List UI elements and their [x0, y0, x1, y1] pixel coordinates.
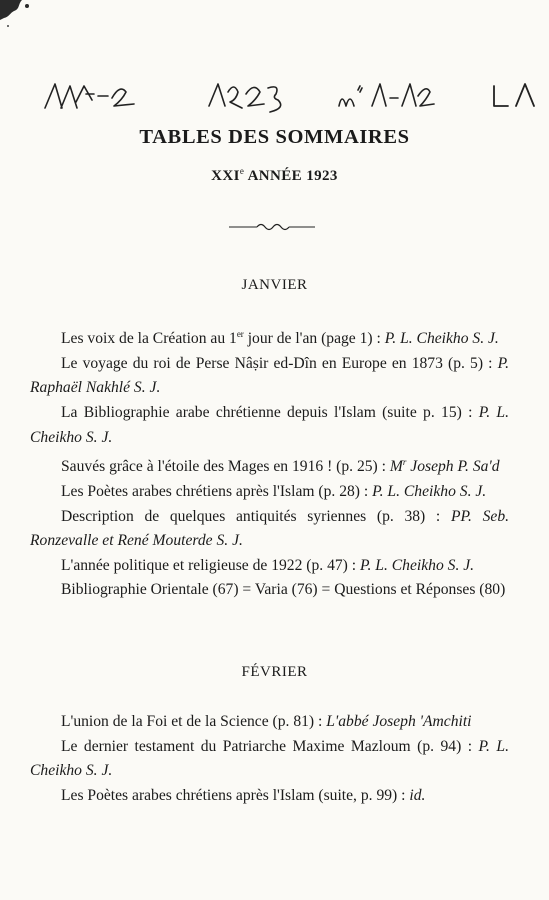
entry-author: P. L. Cheikho S. J.	[384, 330, 499, 348]
toc-entry: Description de quelques antiquités syriennes (p. 38) : PP. Seb. Ronzevalle et René Mouterde S. J.	[30, 507, 510, 550]
ornament-divider	[227, 221, 317, 233]
section-fevrier-entries	[30, 710, 509, 808]
entry-author: PP. Seb. Ronzevalle et René Mouterde S. J.	[30, 507, 510, 550]
entry-author: P. L. Cheikho S. J.	[30, 737, 509, 780]
page-title: TABLES DES SOMMAIRES	[139, 126, 410, 148]
ink-stain-mark	[0, 0, 40, 40]
section-heading-fevrier: FÉVRIER	[241, 664, 308, 680]
year-label: ANNÉE 1923	[247, 168, 338, 184]
handwritten-note-left	[42, 78, 140, 114]
toc-entry: Le dernier testament du Patriarche Maxime Mazloum (p. 94) : P. L. Cheikho S. J.	[30, 737, 509, 780]
handwritten-note-middle	[206, 78, 292, 116]
toc-entry: Bibliographie Orientale (67) = Varia (76) = Questions et Réponses (80)	[61, 581, 506, 599]
entry-author: $M^r$ Joseph P. Sa'd	[389, 457, 500, 476]
toc-entry: L'année politique et religieuse de 1922 (p. 47) : P. L. Cheikho S. J.	[61, 556, 475, 574]
toc-entry: Les Poètes arabes chrétiens après l'Islam (suite, p. 99) : id.	[61, 786, 426, 804]
toc-entry: L'union de la Foi et de la Science (p. 81) : L'abbé Joseph 'Amchiti	[61, 713, 472, 730]
toc-entry: Les voix de la Création au 1er jour de l'an (page 1) : P. L. Cheikho S. J.	[61, 329, 499, 348]
entry-author: P. Raphaël Nakhlé S. J.	[30, 354, 509, 397]
entry-author: P. L. Cheikho S. J.	[360, 556, 475, 574]
toc-entry: Les Poètes arabes chrétiens après l'Islam (p. 28) : P. L. Cheikho S. J.	[61, 482, 487, 500]
entry-author: P. L. Cheikho S. J.	[30, 403, 509, 446]
toc-entry: Le voyage du roi de Perse Nâṣir ed-Dîn en Europe en 1873 (p. 5) : P. Raphaël Nakhlé S. J.	[30, 354, 509, 397]
volume-ordinal: e	[239, 166, 245, 176]
section-janvier-entries	[30, 322, 509, 603]
entry-author: L'abbé Joseph 'Amchiti	[326, 713, 472, 730]
entry-author: P. L. Cheikho S. J.	[372, 482, 487, 500]
toc-entry: La Bibliographie arabe chrétienne depuis l'Islam (suite p. 15) : P. L. Cheikho S. J.	[30, 403, 509, 446]
handwritten-annotation	[0, 78, 549, 118]
entry-author: id.	[409, 786, 426, 804]
page-subtitle	[0, 166, 549, 185]
section-heading-janvier: JANVIER	[241, 277, 308, 293]
handwritten-note-corner	[490, 78, 542, 114]
toc-entry: Sauvés grâce à l'étoile des Mages en 1916 ! (p. 25) : $M^r$ Joseph P. Sa'd	[61, 457, 500, 476]
handwritten-note-right	[336, 78, 436, 114]
volume-number: XXI	[211, 168, 240, 184]
